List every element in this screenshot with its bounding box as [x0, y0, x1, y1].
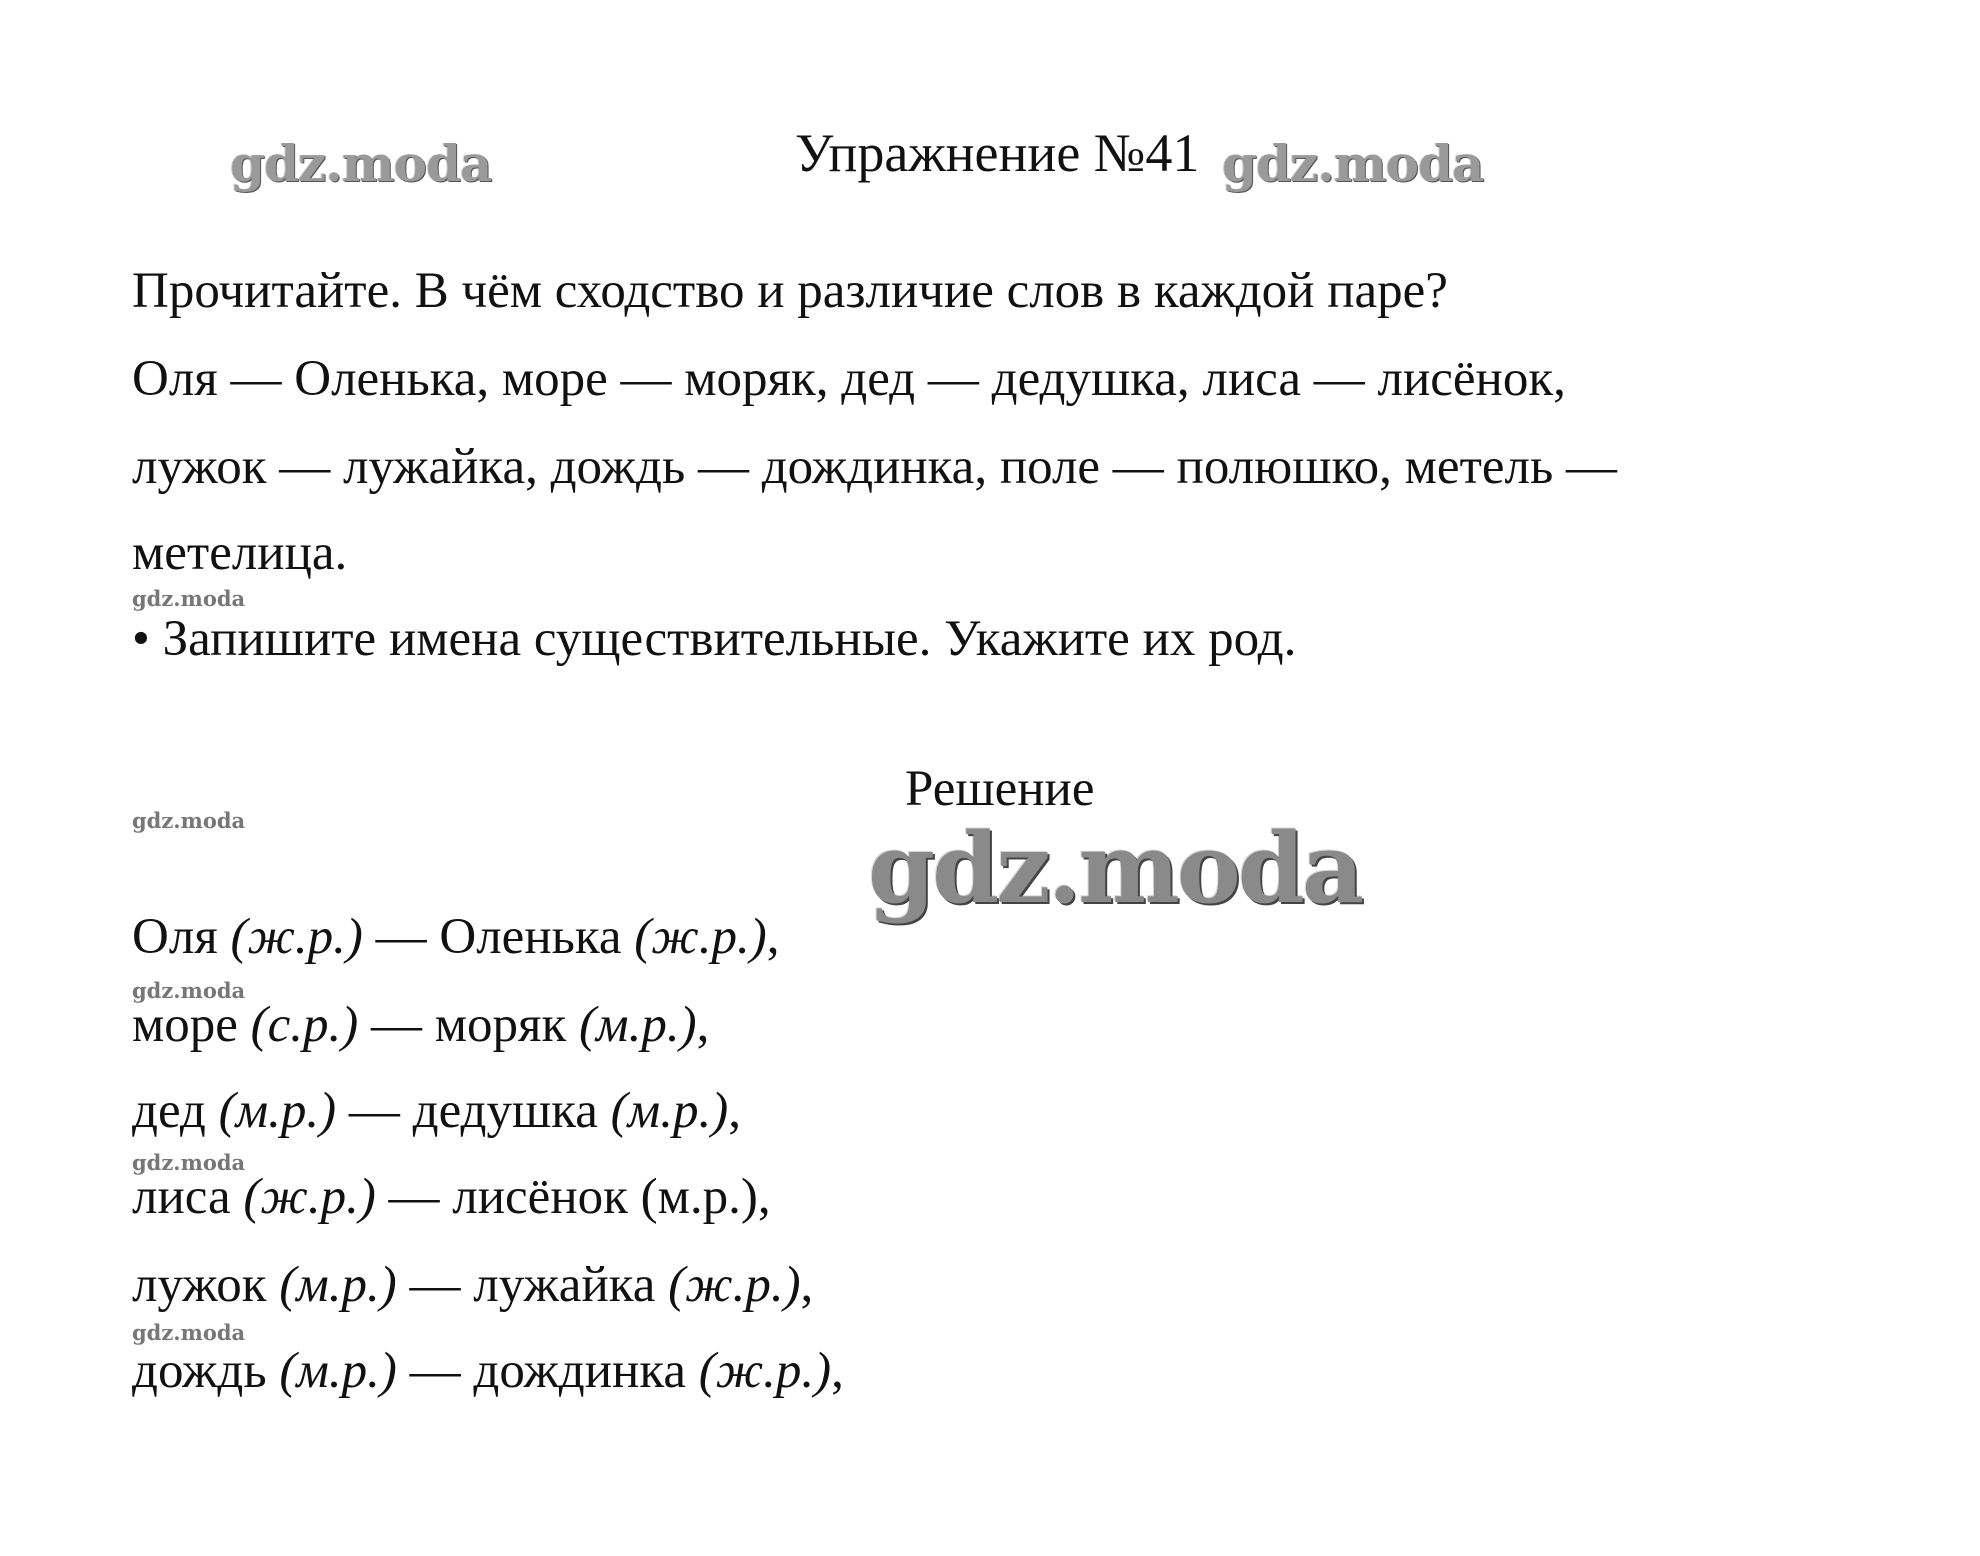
dash: — — [388, 1169, 440, 1225]
task-line: лужок — лужайка, дождь — дождинка, поле — полюшко, метель — — [132, 439, 1617, 495]
watermark-small: gdz.moda — [132, 978, 246, 1003]
answer-line: дождь (м.р.) — дождинка (ж.р.), — [132, 1343, 844, 1399]
word: лужайка — [473, 1257, 656, 1313]
gender-label: (ж.р.) — [698, 1343, 832, 1399]
watermark-small: gdz.moda — [132, 586, 246, 611]
watermark-logo-large: gdz.moda — [868, 812, 1362, 925]
exercise-title: Упражнение №41 — [795, 123, 1200, 183]
word: моряк — [434, 997, 567, 1053]
answer-line: лужок (м.р.) — лужайка (ж.р.), — [132, 1257, 814, 1313]
gender-label: (с.р.) — [250, 997, 359, 1053]
word: дед — [132, 1083, 206, 1139]
gender-label: (м.р.) — [279, 1257, 397, 1313]
word: лиса — [132, 1169, 231, 1225]
watermark-logo: gdz.moda — [230, 134, 492, 193]
dash: — — [348, 1083, 400, 1139]
answer-line: дед (м.р.) — дедушка (м.р.), — [132, 1083, 741, 1139]
answer-line: море (с.р.) — моряк (м.р.), — [132, 997, 710, 1053]
word: Оленька — [439, 909, 622, 965]
answer-line: лиса (ж.р.) — лисёнок (м.р.), — [132, 1169, 771, 1225]
dash: — — [371, 997, 423, 1053]
word: дождинка — [473, 1343, 686, 1399]
watermark-small: gdz.moda — [132, 1320, 246, 1345]
dash: — — [409, 1257, 461, 1313]
word: Оля — [132, 909, 218, 965]
gender-label: (м.р.) — [218, 1083, 337, 1139]
word: дедушка — [412, 1083, 598, 1139]
gender-label: (ж.р.) — [634, 909, 767, 965]
word: море — [132, 997, 238, 1053]
gender-label: (ж.р.) — [243, 1169, 376, 1225]
word: лужок — [132, 1257, 267, 1313]
watermark-small: gdz.moda — [132, 1150, 246, 1175]
gender-label: (ж.р.) — [230, 909, 363, 965]
gender-label: (м.р.) — [579, 997, 697, 1053]
dash: — — [409, 1343, 461, 1399]
word: дождь — [132, 1343, 267, 1399]
watermark-logo: gdz.moda — [1222, 134, 1484, 193]
task-instruction: • Запишите имена существительные. Укажите их род. — [132, 611, 1297, 667]
word: лисёнок (м.р.) — [452, 1169, 758, 1225]
answer-line: Оля (ж.р.) — Оленька (ж.р.), — [132, 909, 780, 965]
solution-heading: Решение — [905, 761, 1095, 817]
watermark-small: gdz.moda — [132, 808, 246, 833]
gender-label: (м.р.) — [279, 1343, 397, 1399]
gender-label: (ж.р.) — [668, 1257, 801, 1313]
task-line: Оля — Оленька, море — моряк, дед — дедушка, лиса — лисёнок, — [132, 351, 1566, 407]
task-line: метелица. — [132, 525, 348, 581]
dash: — — [375, 909, 427, 965]
task-line: Прочитайте. В чём сходство и различие слов в каждой паре? — [132, 263, 1448, 319]
gender-label: (м.р.) — [610, 1083, 729, 1139]
